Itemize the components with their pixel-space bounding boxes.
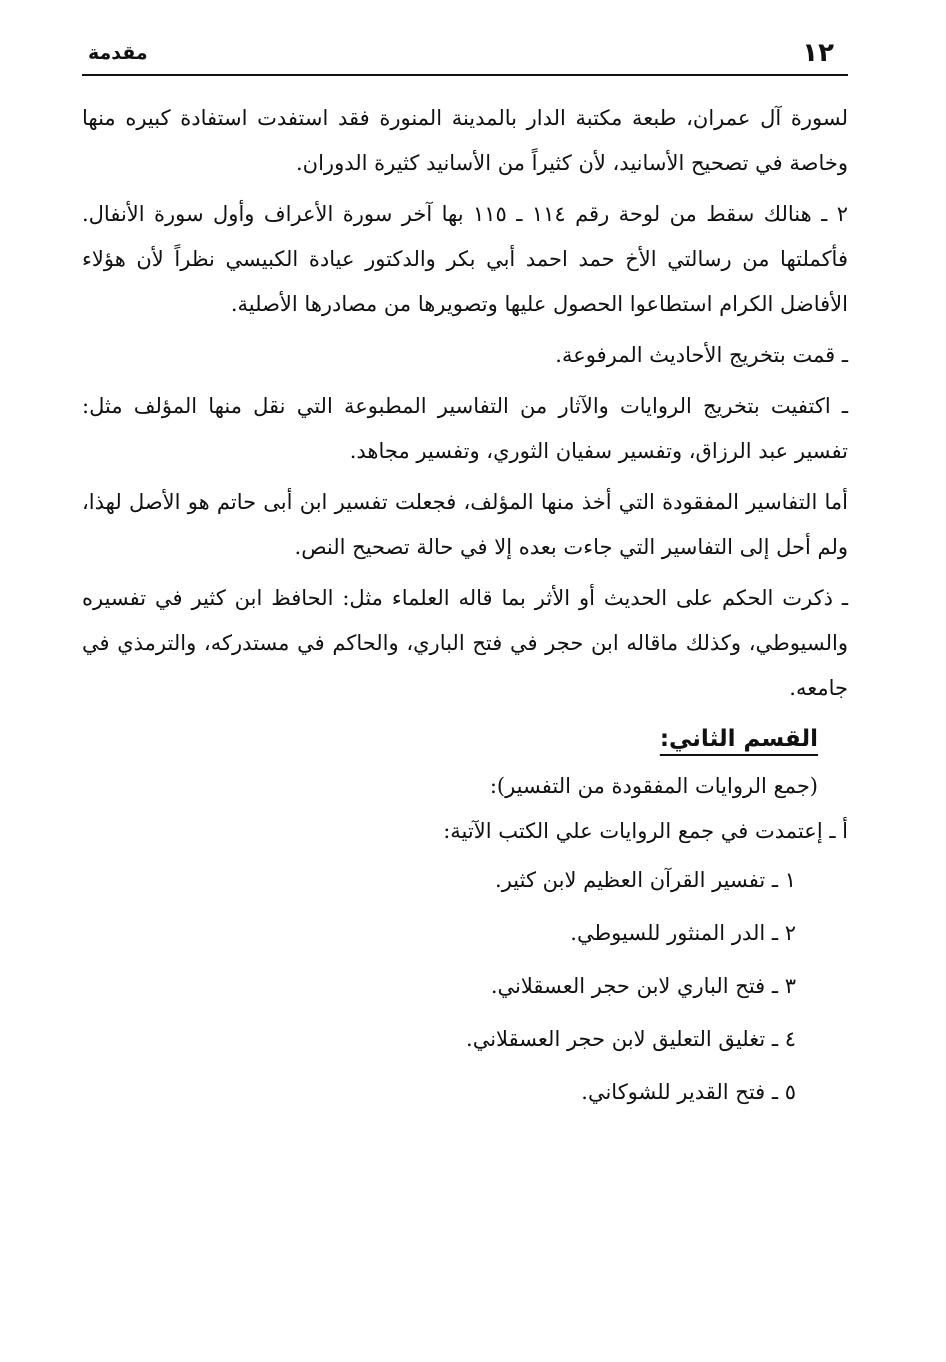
list-item: ٥ ـ فتح القدير للشوكاني. (581, 1080, 796, 1104)
paragraph-missing-plates: ٢ ـ هنالك سقط من لوحة رقم ١١٤ ـ ١١٥ بها آخر سورة الأعراف وأول سورة الأنفال. فأكملتها من رسالتي الأخ حمد احمد أبي بكر والدكتور عيادة الكبيسي نظراً لأن هؤلاء الأفاضل الكرام استطاعوا الحصول عليها وتصويرها من مصادرها الأصلية. (82, 202, 848, 316)
list-item: ٣ ـ فتح الباري لابن حجر العسقلاني. (490, 974, 796, 998)
list-item: ٤ ـ تغليق التعليق لابن حجر العسقلاني. (466, 1027, 796, 1051)
paragraph-hadith-takhrij: ـ قمت بتخريج الأحاديث المرفوعة. (555, 343, 848, 367)
page-body (82, 96, 848, 1119)
paragraph-continuation: لسورة آل عمران، طبعة مكتبة الدار بالمدينة المنورة فقد استفدت استفادة كبيره منها وخاصة في تصحيح الأسانيد، لأن كثيراً من الأسانيد كثيرة الدوران. (82, 106, 848, 175)
section-subtitle: (جمع الروايات المفقودة من التفسير): (489, 774, 818, 798)
section-heading: القسم الثاني: (659, 726, 818, 752)
page-header (82, 36, 848, 76)
list-item: ١ ـ تفسير القرآن العظيم لابن كثير. (495, 868, 796, 892)
header-rule (82, 74, 848, 76)
paragraph-hadith-grading: ـ ذكرت الحكم على الحديث أو الأثر بما قاله العلماء مثل: الحافظ ابن كثير في تفسيره والسيوطي، وكذلك ماقاله ابن حجر في فتح الباري، والحاكم في مستدركه، والترمذي في جامعه. (82, 586, 848, 700)
page-number: ١٢ (802, 38, 834, 68)
list-item: ٢ ـ الدر المنثور للسيوطي. (570, 921, 796, 945)
sources-intro: أ ـ إعتمدت في جمع الروايات علي الكتب الآتية: (443, 819, 848, 843)
paragraph-lost-tafsirs: أما التفاسير المفقودة التي أخذ منها المؤلف، فجعلت تفسير ابن أبى حاتم هو الأصل لهذا، ولم أحل إلى التفاسير التي جاءت بعده إلا في حالة تصحيح النص. (82, 490, 848, 559)
sources-list (82, 854, 848, 1119)
paragraph-printed-tafsirs: ـ اكتفيت بتخريج الروايات والآثار من التفاسير المطبوعة التي نقل منها المؤلف مثل: تفسير عبد الرزاق، وتفسير سفيان الثوري، وتفسير مجاهد. (82, 394, 848, 463)
running-title: مقدمة (88, 42, 148, 64)
